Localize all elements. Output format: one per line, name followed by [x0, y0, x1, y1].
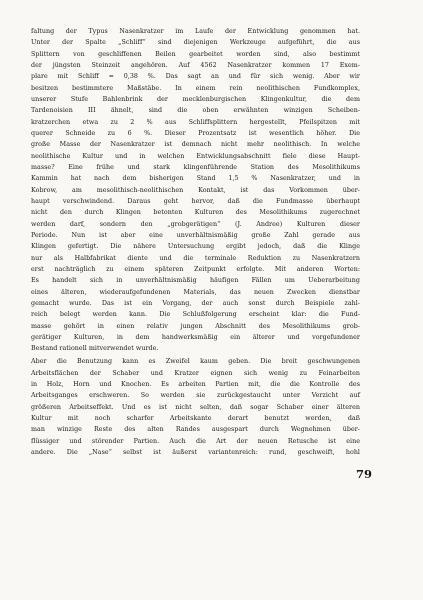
text-line: Kultur mit noch scharfer Arbeitskante derart benutzt werden, daß [31, 414, 360, 422]
text-line: Arbeitsganges erschweren. So werden sie zurückgestaucht unter Verzicht auf [31, 392, 360, 400]
text-line: faltung der Typus Nasenkratzer im Laufe der Entwicklung genommen hat. [31, 28, 360, 35]
text-line: Kobrow, am mesolithisch-neolithischen Kontakt, ist das Vorkommen über- [31, 186, 360, 194]
paragraph-2 [31, 356, 360, 458]
text-line: größeren Arbeitseffekt. Und es ist nicht selten, daß sogar Schaber einer älteren [31, 403, 360, 411]
text-line: querer Schneide zu 6 %. Dieser Prozentsatz ist wesentlich höher. Die [31, 129, 360, 137]
text-line: erst nachträglich zu einem späteren Zeitpunkt erfolgte. Mit anderen Worten: [31, 265, 360, 273]
text-line: Es handelt sich in unverhältnismäßig häufigen Fällen um Ueberarbeitung [31, 277, 360, 285]
text-line: werden darf, sondern den „grobgerätigen“ (J. Andree) Kulturen dieser [31, 220, 360, 228]
body-text [31, 26, 360, 458]
text-line: unserer Stufe Bahlenbrink der mecklenburgischen Klingenkultur, die dem [31, 95, 360, 103]
text-line: andere. Die „Nase“ selbst ist äußerst variantenreich: rund, geschweift, hohl [31, 448, 360, 456]
text-line: plare mit Schliff = 0,38 %. Das sagt an und für sich wenig. Aber wir [31, 73, 360, 81]
text-line: flüssiger und störender Partien. Auch die Art der neuen Retusche ist eine [31, 437, 360, 445]
text-line: Kammin hat nach dem bisherigen Stand 1,5 % Nasenkratzer, und in [31, 175, 360, 183]
text-line: neolithische Kultur und in welchen Entwicklungsabschnitt fiele diese Haupt- [31, 152, 360, 160]
text-line: gemacht wurde. Das ist ein Vorgang, der auch sonst durch Beispiele zahl- [31, 299, 360, 307]
text-line: gerätiger Kulturen, in dem handwerksmäßig ein älterer und vorgefundener [31, 333, 360, 341]
text-line: Aber die Benutzung kann es Zweifel kaum geben. Die breit geschwungenen [31, 358, 360, 366]
text-line: Splittern von geschliffenen Beilen gearbeitet worden sind, also bestimmt [31, 50, 360, 58]
text-line: Bestand rationell mitverwendet wurde. [31, 345, 159, 353]
text-line: nur als Halbfabrikat diente und die terminale Reduktion zu Nasenkratzern [31, 254, 360, 262]
text-line: man winzige Reste des alten Randes ausgespart durch Wegnehmen über- [31, 426, 360, 434]
text-line: nicht den durch Klingen betonten Kulturen des Mesolithikums zugerechnet [31, 209, 360, 217]
text-line: reich belegt werden kann. Die Schlußfolgerung erscheint klar: die Fund- [31, 311, 360, 319]
text-line: Periode. Nun ist aber eine unverhältnismäßig große Zahl gerade aus [31, 231, 360, 239]
text-line: eines älteren, wiederaufgefundenen Materials, das neuen Zwecken dienstbar [31, 288, 360, 296]
text-line: Tardenoisien III ähnelt, sind die oben erwähnten winzigen Scheiben- [31, 107, 360, 115]
text-line: der jüngsten Steinzeit angehören. Auf 4562 Nasenkratzer kommen 17 Exem- [31, 61, 360, 69]
text-line: masse? Eine frühe und stark klingenführende Station des Mesolithikums [31, 163, 360, 171]
text-line: Klingen gefertigt. Die nähere Untersuchung ergibt jedoch, daß die Klinge [31, 243, 360, 251]
text-line: Unter der Spalte „Schliff“ sind diejenigen Werkzeuge aufgeführt, die aus [31, 39, 360, 47]
text-line: große Masse der Nasenkratzer ist demnach nicht mehr neolithisch. In welche [31, 141, 360, 149]
page-number: 79 [355, 467, 372, 481]
text-line: in Holz, Horn und Knochen. Es arbeiten Partien mit, die die Kontrolle des [31, 380, 360, 388]
text-line: masse gehört in einen relativ jungen Abschnitt des Mesolithikums grob- [31, 322, 360, 330]
text-line: haupt verschwindend. Daraus geht hervor, daß die Fundmasse überhaupt [31, 197, 360, 205]
text-line: besitzen bestimmtere Maßstäbe. In einem rein neolithischen Fundkomplex, [31, 84, 360, 92]
paragraph-1 [31, 26, 360, 355]
text-line: Arbeitsflächen der Schaber und Kratzer eignen sich wenig zu Feinarbeiten [31, 369, 360, 377]
text-line: kratzerchen etwa zu 2 % aus Schliffsplittern hergestellt, Pfeilspitzen mit [31, 118, 360, 126]
